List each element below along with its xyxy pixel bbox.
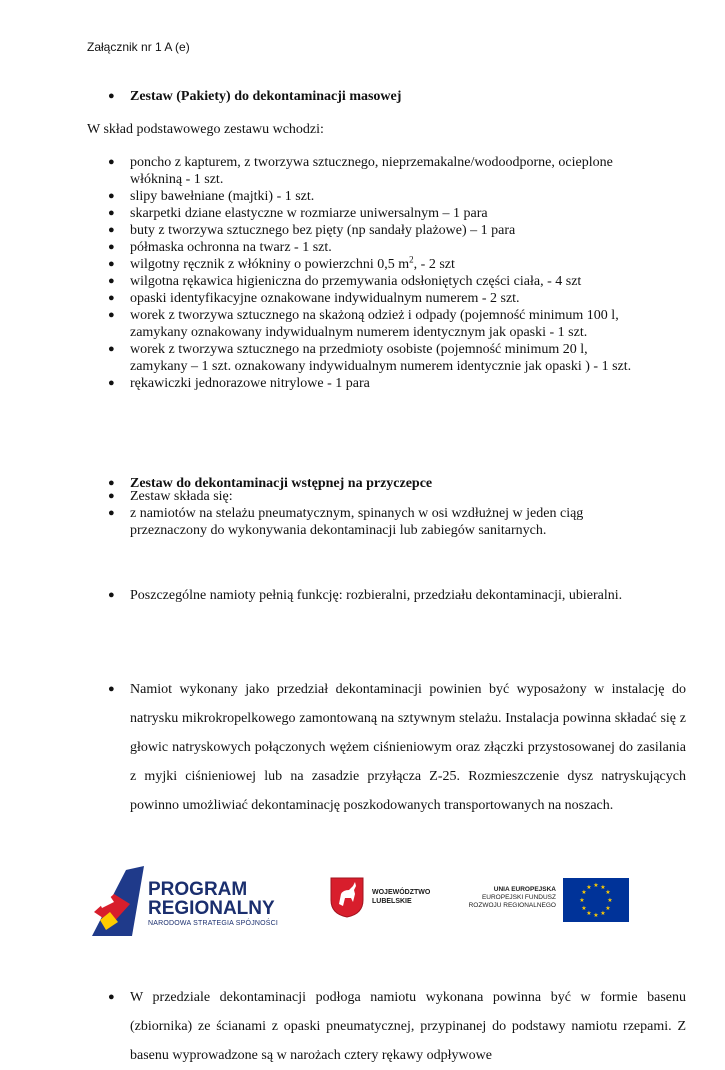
- svg-text:★: ★: [586, 884, 592, 891]
- section-2-list: [87, 488, 643, 539]
- section-2-title: ● Zestaw do dekontaminacji wstępnej na przyczepce: [108, 476, 433, 491]
- list-item: ● poncho z kapturem, z tworzywa sztucznego, nieprzemakalne/wodoodporne, ocieplone włókniną - 1 szt.: [108, 155, 613, 187]
- list-item: ● slipy bawełniane (majtki) - 1 szt.: [108, 189, 315, 204]
- bullet-icon: ●: [108, 224, 115, 236]
- list-item: ● rękawiczki jednorazowe nitrylowe - 1 para: [108, 376, 370, 391]
- svg-text:★: ★: [593, 882, 599, 889]
- list-item: ● półmaska ochronna na twarz - 1 szt.: [108, 240, 332, 255]
- svg-text:★: ★: [593, 912, 599, 919]
- program-subtitle: NARODOWA STRATEGIA SPÓJNOŚCI: [148, 920, 279, 927]
- svg-text:★: ★: [605, 905, 611, 912]
- list-item: ● buty z tworzywa sztucznego bez pięty (np sandały plażowe) – 1 para: [108, 223, 516, 238]
- bullet-icon: ●: [108, 90, 115, 102]
- bullet-icon: ●: [108, 507, 115, 519]
- bullet-icon: ●: [108, 241, 115, 253]
- bullet-icon: ●: [108, 589, 115, 601]
- bullet-icon: ●: [108, 156, 115, 168]
- list-item: ● Zestaw składa się:: [108, 489, 233, 504]
- bullet-icon: ●: [108, 490, 115, 502]
- svg-text:★: ★: [579, 897, 585, 904]
- list-item: ● skarpetki dziane elastyczne w rozmiarze uniwersalnym – 1 para: [108, 206, 488, 221]
- list-item: ● wilgotna rękawica higieniczna do przemywania odsłoniętych części ciała, - 4 szt: [108, 274, 582, 289]
- list-item: ● wilgotny ręcznik z włókniny o powierzchni 0,5 $m^2$, - 2 szt: [108, 254, 455, 272]
- section-1-title: ● Zestaw (Pakiety) do dekontaminacji masowej: [108, 89, 402, 104]
- bullet-icon: ●: [108, 683, 115, 695]
- svg-text:★: ★: [607, 897, 613, 904]
- paragraph: ● Namiot wykonany jako przedział dekontaminacji powinien być wyposażony w instalację do natrysku mikrokropelkowego zamontowaną na sztywnym stelażu. Instalacja powinna składać się z głowic natryskowych połączonych wężem ciśnieniowym oraz złączki przystosowanej do zasilania z myjki ciśnieniowej lub na zasadzie przyłącza Z-25. Rozmieszczenie dysz natryskujących powinno umożliwiać dekontaminację poszkodowanych transportowanych na noszach.: [87, 675, 686, 820]
- svg-text:★: ★: [600, 884, 606, 891]
- eu-flag-icon: [563, 878, 629, 922]
- paragraph: ● W przedziale dekontaminacji podłoga namiotu wykonana powinna być w formie basenu (zbiornika) ze ścianami z opaski pneumatycznej, przypinanej do podstawy namiotu rzepami. Z basenu wyprowadzone są w narożach cztery rękawy odpływowe: [87, 983, 686, 1070]
- list-item: ● worek z tworzywa sztucznego na przedmioty osobiste (pojemność minimum 20 l, zamykany – 1 szt. oznakowany indywidualnym numerem identycznie jak opaski ) - 1 szt.: [108, 342, 632, 374]
- eu-text: UNIA EUROPEJSKA EUROPEJSKI FUNDUSZ ROZWOJU REGIONALNEGO: [468, 886, 556, 909]
- paragraph: ● Poszczególne namioty pełnią funkcję: rozbieralni, przedziału dekontaminacji, ubieralni.: [87, 581, 686, 610]
- bullet-icon: ●: [108, 343, 115, 355]
- svg-text:★: ★: [600, 910, 606, 917]
- section-1-list: [87, 154, 643, 392]
- svg-text:★: ★: [581, 905, 587, 912]
- coat-of-arms-icon: [329, 876, 365, 918]
- bullet-icon: ●: [108, 309, 115, 321]
- svg-text:★: ★: [581, 889, 587, 896]
- bullet-icon: ●: [108, 190, 115, 202]
- program-title: PROGRAM REGIONALNY: [148, 879, 275, 919]
- bullet-icon: ●: [108, 275, 115, 287]
- bullet-icon: ●: [108, 207, 115, 219]
- list-item: ● worek z tworzywa sztucznego na skażoną odzież i odpady (pojemność minimum 100 l, zamykany oznakowany indywidualnym numerem identycznym jak opaski - 1 szt.: [108, 308, 619, 340]
- bullet-icon: ●: [108, 477, 115, 489]
- program-regionalny-emblem: [92, 866, 144, 936]
- bullet-icon: ●: [108, 292, 115, 304]
- list-item: ● z namiotów na stelażu pneumatycznym, spinanych w osi wzdłużnej w jeden ciąg przeznaczony do wykonywania dekontaminacji lub zabiegów sanitarnych.: [108, 506, 584, 538]
- footer-logos: [0, 860, 725, 940]
- svg-text:★: ★: [605, 889, 611, 896]
- bullet-icon: ●: [108, 258, 115, 270]
- bullet-icon: ●: [108, 991, 115, 1003]
- list-item: ● opaski identyfikacyjne oznakowane indywidualnym numerem - 2 szt.: [108, 291, 520, 306]
- voivodeship-label: WOJEWÓDZTWO LUBELSKIE: [372, 889, 431, 905]
- svg-text:★: ★: [586, 910, 592, 917]
- page-header: Załącznik nr 1 A (e): [87, 40, 190, 54]
- bullet-icon: ●: [108, 377, 115, 389]
- section-1-intro: W skład podstawowego zestawu wchodzi:: [87, 122, 324, 137]
